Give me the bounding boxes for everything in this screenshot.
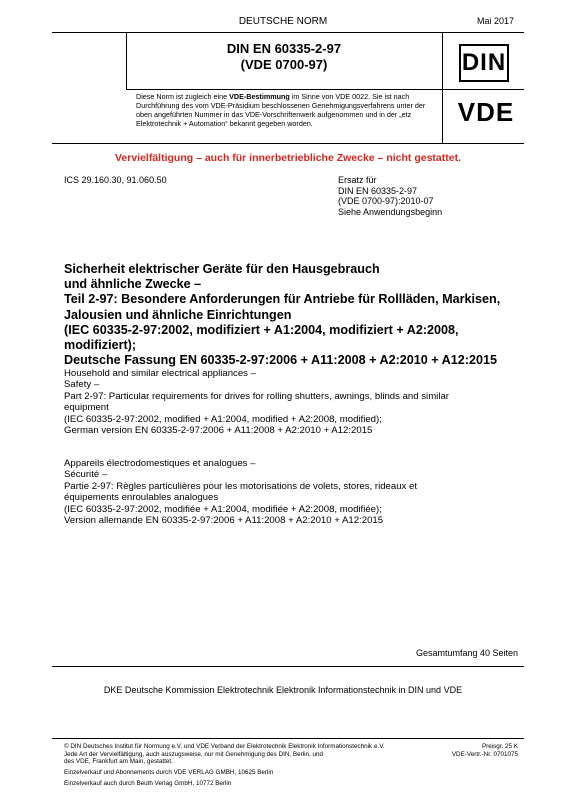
english-title-line: Safety –	[64, 379, 100, 391]
english-title-line: Part 2-97: Particular requirements for drives for rolling shutters, awnings, blinds and similar	[64, 390, 449, 402]
english-title-line: (IEC 60335-2-97:2002, modified + A1:2004, modified + A2:2008, modified);	[64, 413, 382, 425]
document-number: DIN EN 60335-2-97	[226, 41, 342, 56]
vde-logo	[451, 99, 521, 125]
price-info	[452, 743, 518, 759]
german-title-line: Sicherheit elektrischer Geräte für den Hausgebrauch	[64, 262, 380, 276]
document-number-box	[126, 41, 442, 87]
german-title-line: modifiziert);	[64, 338, 137, 353]
french-title-line: Partie 2-97: Règles particulières pour les motorisations de volets, stores, rideaux et	[64, 480, 418, 492]
din-logo-text: DIN	[461, 49, 507, 76]
sales-info-beuth: Einzelverkauf auch durch Beuth Verlag GmbH, 10772 Berlin	[64, 780, 232, 787]
sales-info-vde: Einzelverkauf und Abonnements durch VDE VERLAG GMBH, 10625 Berlin	[64, 769, 274, 776]
committee-name: DKE Deutsche Kommission Elektrotechnik Elektronik Informationstechnik in DIN und VDE	[103, 685, 463, 695]
replacement-line: Siehe Anwendungsbeginn	[338, 206, 443, 217]
price-group: Preisgr. 25 K	[481, 743, 518, 750]
vde-notice-text-end: im Sinne von VDE 0022. Sie ist nach Durchführung des vom VDE-Präsidium beschlossenen Genehmigungsverfahrens unter der oben angeführten Nummer in das VDE-Vorschriftenwerk aufgenommen und in der „etz Elektrotechnik + Automation“ bekannt gegeben worden.	[136, 92, 426, 128]
french-title-line: Appareils électrodomestiques et analogues –	[64, 458, 256, 469]
publication-date: Mai 2017	[476, 16, 514, 26]
replacement-info	[338, 175, 442, 217]
german-title-line: Teil 2-97: Besondere Anforderungen für Antriebe für Rollläden, Markisen,	[64, 292, 501, 307]
copyright-notice	[64, 743, 414, 766]
notice-divider	[52, 143, 524, 144]
din-logo	[459, 44, 509, 82]
replacement-line: DIN EN 60335-2-97	[338, 185, 418, 196]
standard-type-label: DEUTSCHE NORM	[238, 16, 328, 27]
title-box-bottom-border	[126, 89, 524, 90]
total-pages: Gesamtumfang 40 Seiten	[415, 648, 518, 658]
reproduction-notice: Vervielfältigung – auch für innerbetriebliche Zwecke – nicht gestattet.	[114, 152, 461, 164]
french-title-line: (IEC 60335-2-97:2002, modifiée + A1:2004, modifiée + A2:2008, modifiée);	[64, 503, 382, 515]
vde-notice-bold: VDE-Bestimmung	[229, 92, 290, 101]
german-title	[64, 262, 534, 368]
copyright-line: © DIN Deutsches Institut für Normung e.V. und VDE Verband der Elektrotechnik Elektronik Informationstechnik e.V.	[64, 743, 385, 750]
copyright-line: Jede Art der Vervielfältigung, auch auszugsweise, nur mit Genehmigung des DIN, Berlin, und	[64, 750, 324, 758]
french-title-line: équipements enroulables analogues	[64, 492, 219, 504]
german-title-line: und ähnliche Zwecke –	[64, 277, 202, 292]
vde-notice	[136, 92, 438, 128]
replacement-line: Ersatz für	[338, 175, 377, 185]
french-title-line: Sécurité –	[64, 469, 108, 481]
german-title-line: Deutsche Fassung EN 60335-2-97:2006 + A11:2008 + A2:2010 + A12:2015	[64, 353, 497, 368]
french-title	[64, 458, 534, 526]
committee-divider	[52, 666, 524, 667]
ics-codes: ICS 29.160.30, 91.060.50	[64, 175, 167, 185]
copyright-line: des VDE, Frankfurt am Main, gestattet.	[64, 758, 173, 766]
vde-logo-text: VDE	[457, 99, 515, 125]
english-title-line: German version EN 60335-2-97:2006 + A11:2008 + A2:2010 + A12:2015	[64, 425, 373, 437]
english-title	[64, 368, 534, 436]
replacement-line: (VDE 0700-97):2010-07	[338, 196, 434, 206]
vde-classification: (VDE 0700-97)	[240, 57, 328, 72]
english-title-line: equipment	[64, 402, 109, 414]
german-title-line: Jalousien und ähnliche Einrichtungen	[64, 307, 292, 322]
header-divider	[52, 32, 524, 33]
footer-divider	[52, 738, 524, 739]
german-title-line: (IEC 60335-2-97:2002, modifiziert + A1:2004, modifiziert + A2:2008,	[64, 322, 459, 337]
vde-notice-text-start: Diese Norm ist zugleich eine	[136, 92, 230, 101]
order-number: VDE-Vertr.-Nr. 0701075	[451, 750, 518, 758]
english-title-line: Household and similar electrical appliances –	[64, 368, 256, 379]
french-title-line: Version allemande EN 60335-2-97:2006 + A11:2008 + A2:2010 + A12:2015	[64, 515, 384, 527]
